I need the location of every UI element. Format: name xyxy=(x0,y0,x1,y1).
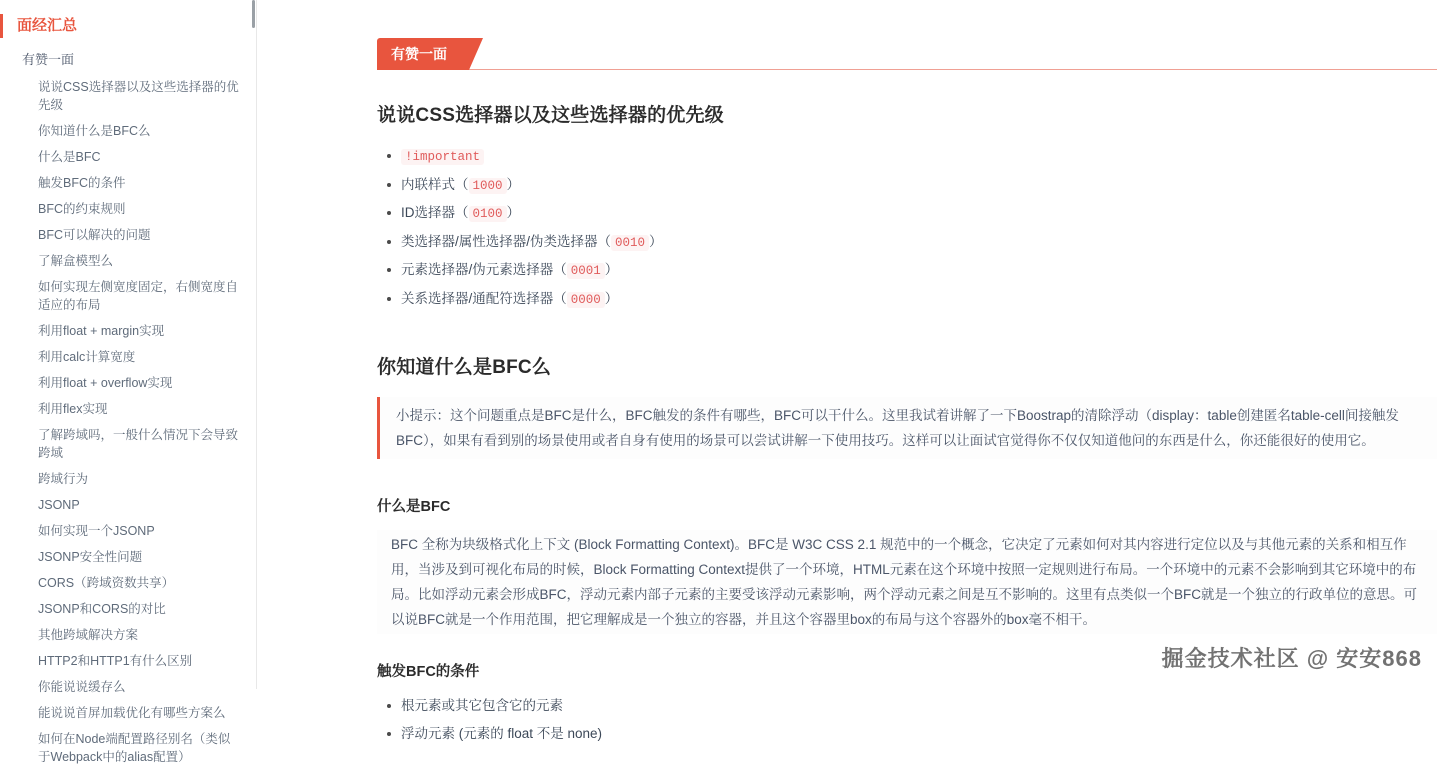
list-item-prefix: 类选择器/属性选择器/伪类选择器（ xyxy=(401,233,612,249)
css-selector-list xyxy=(377,145,1437,311)
list-item-suffix: ） xyxy=(604,262,619,277)
sidebar-item-17[interactable]: JSONP安全性问题 xyxy=(38,550,143,564)
list-item: 根元素或其它包含它的元素 xyxy=(399,695,1437,718)
sidebar-item-1[interactable]: 说说CSS选择器以及这些选择器的优先级 xyxy=(38,80,239,112)
sidebar-item-6[interactable]: BFC可以解决的问题 xyxy=(38,228,151,242)
section-heading-bfc-intro: 你知道什么是BFC么 xyxy=(377,357,552,378)
sidebar-item-20[interactable]: 其他跨域解决方案 xyxy=(38,628,139,642)
list-item-prefix: 关系选择器/通配符选择器（ xyxy=(401,290,567,306)
sidebar-title: 面经汇总 xyxy=(0,14,256,38)
list-item-prefix: ID选择器（ xyxy=(401,205,469,220)
list-item xyxy=(399,259,1437,283)
sidebar-item-16[interactable]: 如何实现一个JSONP xyxy=(38,524,155,538)
sidebar-item-5[interactable]: BFC的约束规则 xyxy=(38,202,126,216)
code-important: !important xyxy=(401,149,484,165)
section-heading-bfc-trigger: 触发BFC的条件 xyxy=(377,664,480,680)
main-content xyxy=(257,0,1440,741)
specificity-value: 0001 xyxy=(567,263,605,279)
sidebar-scrollbar[interactable] xyxy=(251,0,256,689)
sidebar-item-14[interactable]: 跨域行为 xyxy=(38,472,89,486)
specificity-value: 1000 xyxy=(469,178,507,194)
sidebar-item-11[interactable]: 利用float + overflow实现 xyxy=(38,376,173,390)
watermark: 掘金技术社区 @ 安安868 xyxy=(1161,646,1422,671)
bfc-trigger-list xyxy=(377,695,1437,745)
sidebar-item-15[interactable]: JSONP xyxy=(38,498,80,512)
sidebar-item-18[interactable]: CORS（跨域资数共享） xyxy=(38,576,175,590)
sidebar-item-8[interactable]: 如何实现左侧宽度固定，右侧宽度自适应的布局 xyxy=(38,280,239,312)
list-item: 浮动元素 (元素的 float 不是 none) xyxy=(399,723,1437,746)
article xyxy=(377,38,1437,745)
sidebar xyxy=(0,0,257,764)
bfc-tip-blockquote: 小提示：这个问题重点是BFC是什么，BFC触发的条件有哪些，BFC可以干什么。这里我试着讲解了一下Boostrap的清除浮动（display：table创建匿名table-cell间接触发BFC），如果有看到别的场景使用或者自身有使用的场景可以尝试讲解一下使用技巧。这样可以让面试官觉得你不仅仅知道他问的东西是什么，你还能很好的使用它。 xyxy=(377,397,1437,459)
list-item-prefix: 内联样式（ xyxy=(401,176,469,192)
sidebar-item-3[interactable]: 什么是BFC xyxy=(38,150,101,164)
sidebar-item-2[interactable]: 你知道什么是BFC么 xyxy=(38,124,151,138)
sidebar-item-7[interactable]: 了解盒模型么 xyxy=(38,254,114,268)
sidebar-item-4[interactable]: 触发BFC的条件 xyxy=(38,176,126,190)
sidebar-item-9[interactable]: 利用float + margin实现 xyxy=(38,324,165,338)
spacer xyxy=(377,316,1437,352)
section-heading-what-is-bfc: 什么是BFC xyxy=(377,499,451,515)
list-item-suffix: ） xyxy=(604,290,619,306)
tab-bar xyxy=(377,38,1437,70)
sidebar-scrollbar-thumb[interactable] xyxy=(252,0,255,28)
list-item-suffix: ） xyxy=(649,233,663,249)
sidebar-item-13[interactable]: 了解跨域吗，一般什么情况下会导致跨域 xyxy=(38,428,239,460)
sidebar-item-19[interactable]: JSONP和CORS的对比 xyxy=(38,602,166,616)
sidebar-item-22[interactable]: 你能说说缓存么 xyxy=(38,680,126,694)
section-heading-css-selectors: 说说CSS选择器以及这些选择器的优先级 xyxy=(377,105,724,126)
specificity-value: 0100 xyxy=(469,206,507,222)
sidebar-item-23[interactable]: 能说说首屏加载优化有哪些方案么 xyxy=(38,706,226,720)
list-item-suffix: ） xyxy=(506,205,521,220)
sidebar-item-21[interactable]: HTTP2和HTTP1有什么区别 xyxy=(38,654,193,668)
list-item-prefix: 元素选择器/伪元素选择器（ xyxy=(401,262,567,277)
sidebar-item-12[interactable]: 利用flex实现 xyxy=(38,402,108,416)
spacer xyxy=(377,459,1437,495)
list-item xyxy=(399,145,1437,169)
list-item xyxy=(399,231,1437,255)
specificity-value: 0000 xyxy=(567,292,605,308)
tab-youzan-first-round[interactable]: 有赞一面 xyxy=(377,38,469,70)
list-item-suffix: ） xyxy=(506,176,521,192)
sidebar-item-0[interactable]: 有赞一面 xyxy=(22,52,75,67)
bfc-definition-paragraph: BFC 全称为块级格式化上下文 (Block Formatting Context)。BFC是 W3C CSS 2.1 规范中的一个概念，它决定了元素如何对其内容进行定位以及与其他元素的关系和相互作用，当涉及到可视化布局的时候，Block Formatting Context提供了一个环境，HTML元素在这个环境中按照一定规则进行布局。一个环境中的元素不会影响到其它环境中的布局。比如浮动元素会形成BFC，浮动元素内部子元素的主要受该浮动元素影响，两个浮动元素之间是互不影响的。这里有点类似一个BFC就是一个独立的行政单位的意思。可以说BFC就是一个作用范围，把它理解成是一个独立的容器，并且这个容器里box的布局与这个容器外的box毫不相干。 xyxy=(377,530,1437,634)
list-item xyxy=(399,288,1437,312)
sidebar-item-24[interactable]: 如何在Node端配置路径别名（类似于Webpack中的alias配置） xyxy=(38,732,231,764)
sidebar-item-10[interactable]: 利用calc计算宽度 xyxy=(38,350,136,364)
specificity-value: 0010 xyxy=(611,235,649,251)
list-item xyxy=(399,174,1437,198)
list-item xyxy=(399,202,1437,226)
